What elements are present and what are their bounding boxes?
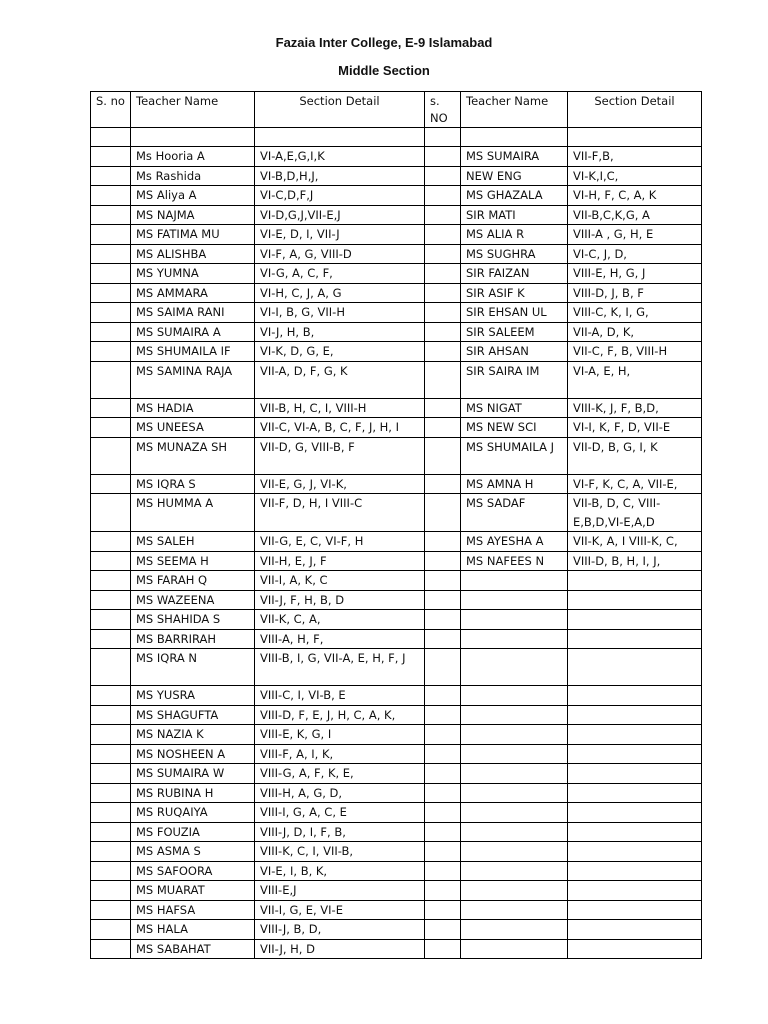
sno-right-cell [425,744,461,764]
header-teacher-name-left: Teacher Name [131,92,255,128]
sno-left-cell [91,590,131,610]
sno-right-cell [425,861,461,881]
table-row [91,322,702,342]
sno-right-cell [425,437,461,474]
section-detail-left: VII-I, G, E, VI-E [255,900,425,920]
section-detail-right: VII-K, A, I VIII-K, C, [568,532,702,552]
section-detail-left: VIII-J, D, I, F, B, [255,822,425,842]
sno-right-cell [425,649,461,686]
sno-left-cell [91,437,131,474]
sno-right-cell [425,322,461,342]
table-row [91,474,702,494]
teacher-name-left: MS BARRIRAH [131,629,255,649]
teacher-name-left: MS SABAHAT [131,939,255,959]
table-row [91,686,702,706]
section-detail-right: VIII-K, J, F, B,D, [568,398,702,418]
teacher-name-left: MS ALISHBA [131,244,255,264]
section-detail-right: VIII-E, H, G, J [568,264,702,284]
section-detail-right [568,783,702,803]
teacher-name-left: MS SALEH [131,532,255,552]
section-detail-right: VI-I, K, F, D, VII-E [568,418,702,438]
sno-left-cell [91,822,131,842]
section-detail-right: VII-F,B, [568,147,702,167]
section-detail-left: VII-C, VI-A, B, C, F, J, H, I [255,418,425,438]
section-detail-left: VI-F, A, G, VIII-D [255,244,425,264]
table-row [91,494,702,532]
teacher-name-right: MS SHUMAILA J [461,437,568,474]
table-row [91,842,702,862]
teacher-name-right [461,705,568,725]
sno-left-cell [91,649,131,686]
sno-right-cell [425,900,461,920]
table-row [91,437,702,474]
section-detail-right [568,920,702,940]
sno-right-cell [425,705,461,725]
teacher-name-right: MS SADAF [461,494,568,532]
sno-right-cell [425,418,461,438]
sno-left-cell [91,861,131,881]
teacher-name-right [461,920,568,940]
teacher-name-left: Ms Rashida [131,166,255,186]
section-detail-left: VII-E, G, J, VI-K, [255,474,425,494]
section-title: Middle Section [338,63,430,78]
sno-right-cell [425,303,461,323]
teacher-name-right [461,764,568,784]
sno-left-cell [91,283,131,303]
teacher-name-right [461,744,568,764]
sno-right-cell [425,610,461,630]
section-detail-right [568,764,702,784]
section-detail-right [568,939,702,959]
teacher-name-right: SIR SAIRA IM [461,361,568,398]
section-detail-left: VI-I, B, G, VII-H [255,303,425,323]
sno-right-cell [425,842,461,862]
table-row [91,361,702,398]
section-detail-right: VI-C, J, D, [568,244,702,264]
table-row [91,147,702,167]
teacher-name-left: MS MUNAZA SH [131,437,255,474]
sno-left-cell [91,900,131,920]
section-detail-left: VI-B,D,H,J, [255,166,425,186]
header-section-detail-left: Section Detail [255,92,425,128]
sno-right-cell [425,725,461,745]
sno-right-cell [425,342,461,362]
section-detail-left: VIII-G, A, F, K, E, [255,764,425,784]
table-row [91,744,702,764]
section-detail-right [568,590,702,610]
sno-right-cell [425,244,461,264]
sno-right-cell [425,474,461,494]
section-detail-left: VII-H, E, J, F [255,551,425,571]
teacher-name-left: MS MUARAT [131,881,255,901]
section-detail-left: VI-E, I, B, K, [255,861,425,881]
sno-left-cell [91,361,131,398]
section-detail-left: VIII-D, F, E, J, H, C, A, K, [255,705,425,725]
teacher-name-left: MS NOSHEEN A [131,744,255,764]
section-detail-right [568,861,702,881]
section-detail-left: VIII-I, G, A, C, E [255,803,425,823]
table-row [91,398,702,418]
table-row [91,128,702,147]
section-detail-left: VIII-E, K, G, I [255,725,425,745]
sno-left-cell [91,186,131,206]
sno-right-cell [425,571,461,591]
sno-right-cell [425,822,461,842]
section-detail-left: VI-C,D,F,J [255,186,425,206]
section-detail-left: VIII-H, A, G, D, [255,783,425,803]
table-row [91,783,702,803]
teacher-name-right: SIR SALEEM [461,322,568,342]
section-detail-right [568,842,702,862]
section-detail-left [255,128,425,147]
teacher-name-right [461,128,568,147]
section-detail-right: VI-H, F, C, A, K [568,186,702,206]
section-detail-right: VII-B, D, C, VIII-E,B,D,VI-E,A,D [568,494,702,532]
section-detail-left: VIII-B, I, G, VII-A, E, H, F, J [255,649,425,686]
teacher-name-left: MS NAJMA [131,205,255,225]
teacher-name-right [461,571,568,591]
table-row [91,803,702,823]
teacher-name-left: MS FATIMA MU [131,225,255,245]
teacher-name-right: MS SUGHRA [461,244,568,264]
section-detail-right [568,629,702,649]
section-detail-right: VIII-C, K, I, G, [568,303,702,323]
teacher-name-right: MS AMNA H [461,474,568,494]
teacher-name-left: MS Aliya A [131,186,255,206]
teacher-name-left: MS SHAHIDA S [131,610,255,630]
table-row [91,264,702,284]
section-detail-left: VI-J, H, B, [255,322,425,342]
sno-left-cell [91,920,131,940]
table-row [91,822,702,842]
teacher-name-right: MS SUMAIRA [461,147,568,167]
section-detail-right [568,649,702,686]
teacher-name-left: Ms Hooria A [131,147,255,167]
sno-left-cell [91,322,131,342]
section-detail-right: VII-C, F, B, VIII-H [568,342,702,362]
teacher-name-right: MS NIGAT [461,398,568,418]
sno-left-cell [91,474,131,494]
sno-left-cell [91,128,131,147]
section-detail-left: VIII-J, B, D, [255,920,425,940]
teacher-name-right [461,610,568,630]
sno-left-cell [91,264,131,284]
section-detail-left: VII-A, D, F, G, K [255,361,425,398]
sno-right-cell [425,551,461,571]
teacher-name-right [461,590,568,610]
table-row [91,900,702,920]
sno-right-cell [425,629,461,649]
table-row [91,244,702,264]
table-row [91,590,702,610]
section-detail-right: VI-A, E, H, [568,361,702,398]
table-row [91,166,702,186]
teacher-name-left: MS HADIA [131,398,255,418]
teacher-name-right [461,822,568,842]
teacher-name-left: MS HAFSA [131,900,255,920]
sno-left-cell [91,532,131,552]
section-detail-left: VII-I, A, K, C [255,571,425,591]
sno-left-cell [91,725,131,745]
section-detail-right: VI-K,I,C, [568,166,702,186]
teacher-name-right: MS NEW SCI [461,418,568,438]
sno-right-cell [425,783,461,803]
section-detail-right [568,610,702,630]
teacher-name-left: MS IQRA N [131,649,255,686]
section-detail-right [568,881,702,901]
sno-left-cell [91,244,131,264]
teacher-name-right: NEW ENG [461,166,568,186]
section-detail-left: VI-E, D, I, VII-J [255,225,425,245]
sno-left-cell [91,147,131,167]
sno-right-cell [425,881,461,901]
teacher-name-right: MS AYESHA A [461,532,568,552]
table-row [91,283,702,303]
table-row [91,764,702,784]
teacher-name-left: MS YUSRA [131,686,255,706]
section-detail-right [568,128,702,147]
section-detail-right: VII-A, D, K, [568,322,702,342]
teacher-name-right [461,842,568,862]
sno-left-cell [91,939,131,959]
header-teacher-name-right: Teacher Name [461,92,568,128]
sno-left-cell [91,686,131,706]
sno-left-cell [91,783,131,803]
sno-left-cell [91,166,131,186]
teacher-name-right [461,939,568,959]
teacher-name-left: MS HUMMA A [131,494,255,532]
section-detail-right [568,900,702,920]
teacher-name-left: MS SAIMA RANI [131,303,255,323]
section-detail-right: VII-B,C,K,G, A [568,205,702,225]
teacher-name-left: MS WAZEENA [131,590,255,610]
teacher-name-right: SIR FAIZAN [461,264,568,284]
sno-left-cell [91,610,131,630]
teacher-name-right [461,803,568,823]
header-sno-right: s. NO [425,92,461,128]
section-detail-right [568,803,702,823]
section-detail-right: VII-D, B, G, I, K [568,437,702,474]
section-detail-right [568,725,702,745]
table-row [91,920,702,940]
teacher-name-left: MS SHAGUFTA [131,705,255,725]
page-title: Fazaia Inter College, E-9 Islamabad [275,35,493,50]
sno-left-cell [91,205,131,225]
sno-left-cell [91,764,131,784]
teacher-name-right [461,881,568,901]
sno-left-cell [91,342,131,362]
table-row [91,342,702,362]
section-detail-left: VI-A,E,G,I,K [255,147,425,167]
teacher-name-right [461,649,568,686]
sno-right-cell [425,398,461,418]
teacher-name-left: MS SUMAIRA W [131,764,255,784]
teacher-name-right: SIR AHSAN [461,342,568,362]
teacher-name-left: MS HALA [131,920,255,940]
sno-right-cell [425,532,461,552]
section-detail-left: VI-K, D, G, E, [255,342,425,362]
teacher-name-left: MS FARAH Q [131,571,255,591]
teacher-name-left: MS RUQAIYA [131,803,255,823]
sno-right-cell [425,128,461,147]
section-detail-left: VIII-F, A, I, K, [255,744,425,764]
section-detail-left: VII-J, F, H, B, D [255,590,425,610]
sno-right-cell [425,225,461,245]
section-detail-left: VI-G, A, C, F, [255,264,425,284]
section-detail-right [568,686,702,706]
section-detail-right: VIII-A , G, H, E [568,225,702,245]
sno-left-cell [91,398,131,418]
sno-right-cell [425,166,461,186]
section-detail-left: VII-J, H, D [255,939,425,959]
teacher-name-left: MS SEEMA H [131,551,255,571]
section-detail-left: VII-B, H, C, I, VIII-H [255,398,425,418]
table-row [91,571,702,591]
section-detail-left: VIII-A, H, F, [255,629,425,649]
sno-right-cell [425,590,461,610]
teacher-name-right [461,725,568,745]
teacher-name-left: MS SHUMAILA IF [131,342,255,362]
table-row [91,725,702,745]
section-detail-left: VII-G, E, C, VI-F, H [255,532,425,552]
section-detail-right [568,744,702,764]
section-detail-right [568,822,702,842]
teacher-name-left: MS SUMAIRA A [131,322,255,342]
sno-left-cell [91,842,131,862]
section-detail-right [568,705,702,725]
teacher-name-right: MS GHAZALA [461,186,568,206]
table-row [91,303,702,323]
teacher-name-right [461,900,568,920]
sno-left-cell [91,418,131,438]
table-row [91,705,702,725]
teacher-name-right: SIR EHSAN UL [461,303,568,323]
teacher-name-left: MS RUBINA H [131,783,255,803]
section-detail-left: VIII-K, C, I, VII-B, [255,842,425,862]
table-header-row [91,92,702,128]
teacher-name-left: MS UNEESA [131,418,255,438]
teacher-name-right: SIR ASIF K [461,283,568,303]
table-row [91,629,702,649]
section-detail-right: VIII-D, J, B, F [568,283,702,303]
teacher-section-table [90,91,702,959]
teacher-name-left: MS FOUZIA [131,822,255,842]
sno-right-cell [425,147,461,167]
sno-left-cell [91,303,131,323]
sno-right-cell [425,205,461,225]
section-detail-left: VII-D, G, VIII-B, F [255,437,425,474]
teacher-name-left [131,128,255,147]
teacher-name-left: MS IQRA S [131,474,255,494]
sno-right-cell [425,939,461,959]
section-detail-left: VII-K, C, A, [255,610,425,630]
table-row [91,418,702,438]
table-row [91,205,702,225]
table-row [91,225,702,245]
table-row [91,186,702,206]
sno-left-cell [91,629,131,649]
sno-right-cell [425,264,461,284]
sno-left-cell [91,881,131,901]
teacher-name-left: MS SAMINA RAJA [131,361,255,398]
sno-right-cell [425,686,461,706]
teacher-name-left: MS SAFOORA [131,861,255,881]
section-detail-left: VII-F, D, H, I VIII-C [255,494,425,532]
table-row [91,939,702,959]
teacher-name-right [461,629,568,649]
sno-left-cell [91,551,131,571]
teacher-name-right [461,686,568,706]
teacher-name-left: MS ASMA S [131,842,255,862]
table-row [91,649,702,686]
sno-left-cell [91,225,131,245]
sno-right-cell [425,494,461,532]
sno-left-cell [91,803,131,823]
teacher-name-right [461,783,568,803]
sno-left-cell [91,571,131,591]
section-detail-right: VIII-D, B, H, I, J, [568,551,702,571]
table-row [91,532,702,552]
sno-right-cell [425,361,461,398]
section-detail-left: VI-D,G,J,VII-E,J [255,205,425,225]
section-detail-left: VI-H, C, J, A, G [255,283,425,303]
teacher-name-left: MS YUMNA [131,264,255,284]
sno-right-cell [425,283,461,303]
teacher-name-right: MS NAFEES N [461,551,568,571]
section-detail-right [568,571,702,591]
table-row [91,881,702,901]
teacher-name-right [461,861,568,881]
sno-left-cell [91,744,131,764]
table-row [91,610,702,630]
sno-right-cell [425,803,461,823]
section-detail-right: VI-F, K, C, A, VII-E, [568,474,702,494]
header-section-detail-right: Section Detail [568,92,702,128]
section-detail-left: VIII-E,J [255,881,425,901]
sno-right-cell [425,764,461,784]
header-sno-left: S. no [91,92,131,128]
section-detail-left: VIII-C, I, VI-B, E [255,686,425,706]
table-row [91,861,702,881]
sno-left-cell [91,705,131,725]
sno-right-cell [425,186,461,206]
teacher-name-right: SIR MATI [461,205,568,225]
teacher-name-left: MS NAZIA K [131,725,255,745]
sno-left-cell [91,494,131,532]
teacher-name-right: MS ALIA R [461,225,568,245]
sno-right-cell [425,920,461,940]
table-row [91,551,702,571]
teacher-name-left: MS AMMARA [131,283,255,303]
